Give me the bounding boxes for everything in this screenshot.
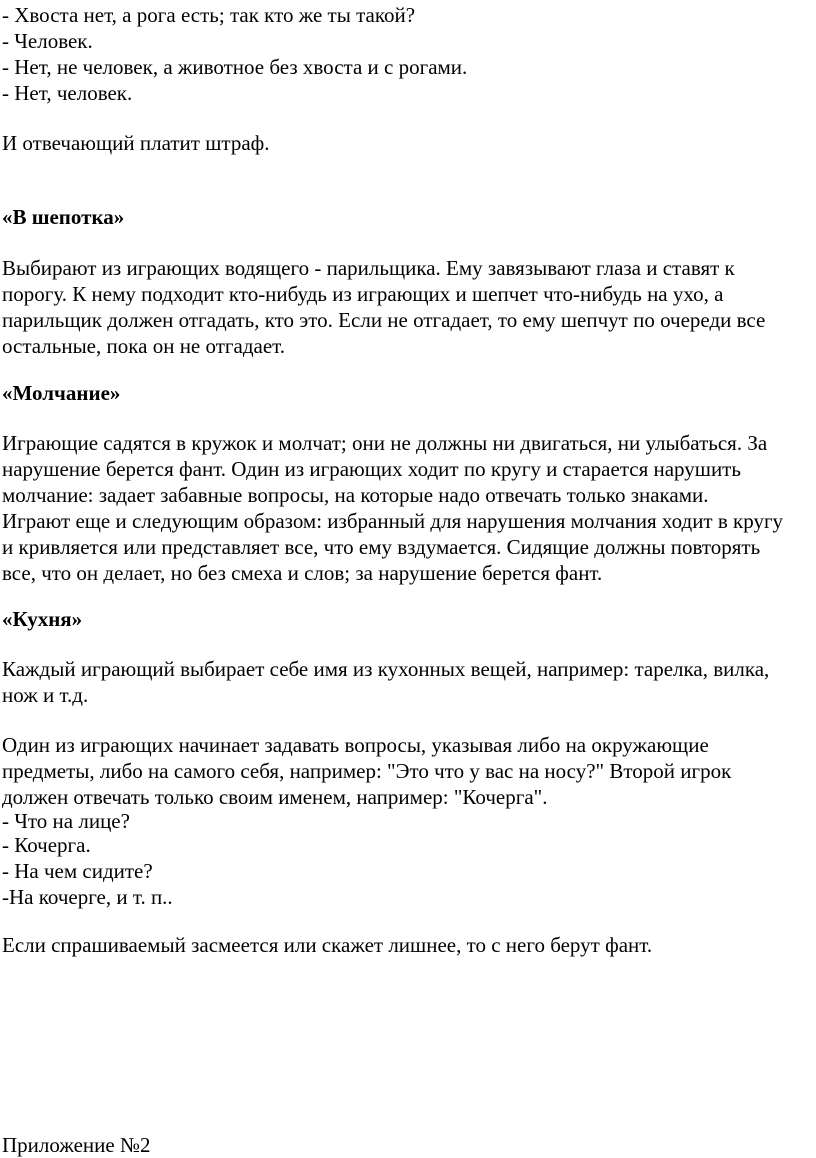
paragraph-line: порогу. К нему подходит кто-нибудь из играющих и шепчет что-нибудь на ухо, а bbox=[2, 282, 724, 306]
paragraph-line: И отвечающий платит штраф. bbox=[2, 131, 270, 155]
dialogue-line: - Кочерга. bbox=[2, 833, 91, 857]
dialogue-line: - На чем сидите? bbox=[2, 859, 153, 883]
paragraph-line: и кривляется или представляет все, что ему вздумается. Сидящие должны повторять bbox=[2, 535, 761, 559]
paragraph-line: предметы, либо на самого себя, например: "Это что у вас на носу?" Второй игрок bbox=[2, 759, 732, 783]
paragraph-line: Один из играющих начинает задавать вопросы, указывая либо на окружающие bbox=[2, 733, 709, 757]
paragraph-line: Каждый играющий выбирает себе имя из кухонных вещей, например: тарелка, вилка, bbox=[2, 657, 770, 681]
paragraph-line: все, что он делает, но без смеха и слов; за нарушение берется фант. bbox=[2, 561, 603, 585]
dialogue-line: - Человек. bbox=[2, 29, 93, 53]
dialogue-line: - Хвоста нет, а рога есть; так кто же ты такой? bbox=[2, 3, 416, 27]
dialogue-line: - Что на лице? bbox=[2, 809, 130, 833]
dialogue-line: - Нет, не человек, а животное без хвоста и с рогами. bbox=[2, 55, 468, 79]
paragraph-line: Выбирают из играющих водящего - парильщика. Ему завязывают глаза и ставят к bbox=[2, 256, 735, 280]
appendix-label: Приложение №2 bbox=[2, 1133, 151, 1157]
paragraph-line: остальные, пока он не отгадает. bbox=[2, 334, 286, 358]
paragraph-line: нарушение берется фант. Один из играющих ходит по кругу и старается нарушить bbox=[2, 457, 741, 481]
paragraph-line: Играющие садятся в кружок и молчат; они не должны ни двигаться, ни улыбаться. За bbox=[2, 431, 768, 455]
dialogue-line: - Нет, человек. bbox=[2, 81, 133, 105]
paragraph-line: нож и т.д. bbox=[2, 683, 89, 707]
section-heading-silence: «Молчание» bbox=[2, 381, 121, 405]
paragraph-line: Играют еще и следующим образом: избранный для нарушения молчания ходит в кругу bbox=[2, 509, 784, 533]
paragraph-line: парильщик должен отгадать, кто это. Если не отгадает, то ему шепчут по очереди все bbox=[2, 308, 766, 332]
section-heading-whisper: «В шепотка» bbox=[2, 205, 125, 229]
paragraph-line: молчание: задает забавные вопросы, на которые надо отвечать только знаками. bbox=[2, 483, 709, 507]
paragraph-line: Если спрашиваемый засмеется или скажет лишнее, то с него берут фант. bbox=[2, 933, 653, 957]
dialogue-line: -На кочерге, и т. п.. bbox=[2, 885, 173, 909]
paragraph-line: должен отвечать только своим именем, например: "Кочерга". bbox=[2, 785, 548, 809]
section-heading-kitchen: «Кухня» bbox=[2, 607, 83, 631]
